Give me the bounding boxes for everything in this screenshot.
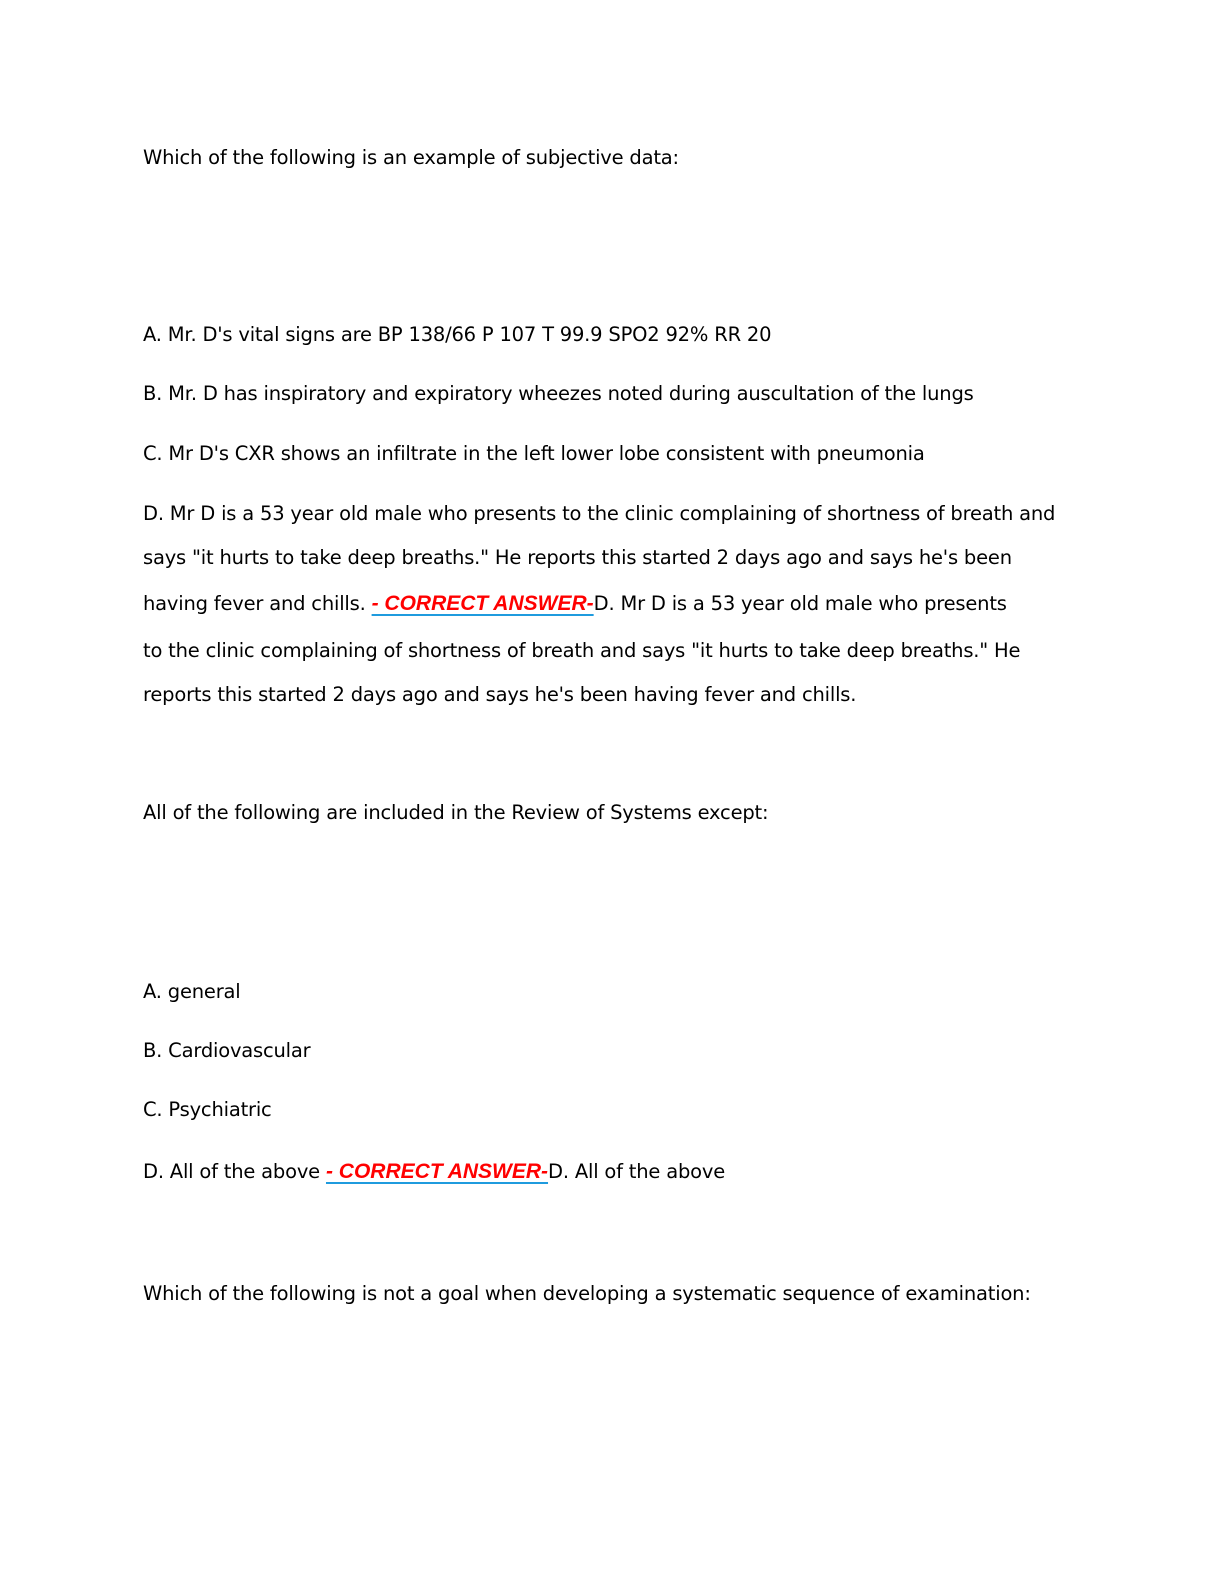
question-1-stem: Which of the following is an example of subjective data: [143, 146, 679, 169]
correct-answer-tag: - CORRECT ANSWER- [371, 592, 594, 615]
question-2-option-c: C. Psychiatric [143, 1098, 272, 1121]
question-1-answer-line-2: to the clinic complaining of shortness of breath and says "it hurts to take deep breaths." He [143, 639, 1021, 662]
question-2-option-b: B. Cardiovascular [143, 1039, 311, 1062]
question-1-option-d-line-1: D. Mr D is a 53 year old male who presents to the clinic complaining of shortness of breath and [143, 502, 1056, 525]
question-2-stem: All of the following are included in the Review of Systems except: [143, 801, 769, 824]
question-2-option-a: A. general [143, 980, 241, 1003]
question-2-answer: D. All of the above [548, 1160, 726, 1183]
question-1-option-c: C. Mr D's CXR shows an infiltrate in the left lower lobe consistent with pneumonia [143, 442, 925, 465]
question-1-option-a: A. Mr. D's vital signs are BP 138/66 P 107 T 99.9 SPO2 92% RR 20 [143, 323, 772, 346]
question-1-option-d-line-3: having fever and chills. [143, 592, 372, 615]
question-2-option-d: D. All of the above [143, 1160, 326, 1183]
question-3-stem: Which of the following is not a goal when developing a systematic sequence of examination: [143, 1282, 1031, 1305]
question-1-answer-line [143, 590, 1007, 618]
question-1-answer-line-3: reports this started 2 days ago and says he's been having fever and chills. [143, 683, 857, 706]
question-1-option-b: B. Mr. D has inspiratory and expiratory wheezes noted during auscultation of the lungs [143, 382, 974, 405]
correct-answer-tag: - CORRECT ANSWER- [325, 1160, 549, 1183]
question-1-answer-line-1: D. Mr D is a 53 year old male who presents [593, 592, 1007, 615]
question-2-answer-line [143, 1158, 725, 1186]
question-1-option-d-line-2: says "it hurts to take deep breaths." He reports this started 2 days ago and says he's been [143, 546, 1012, 569]
